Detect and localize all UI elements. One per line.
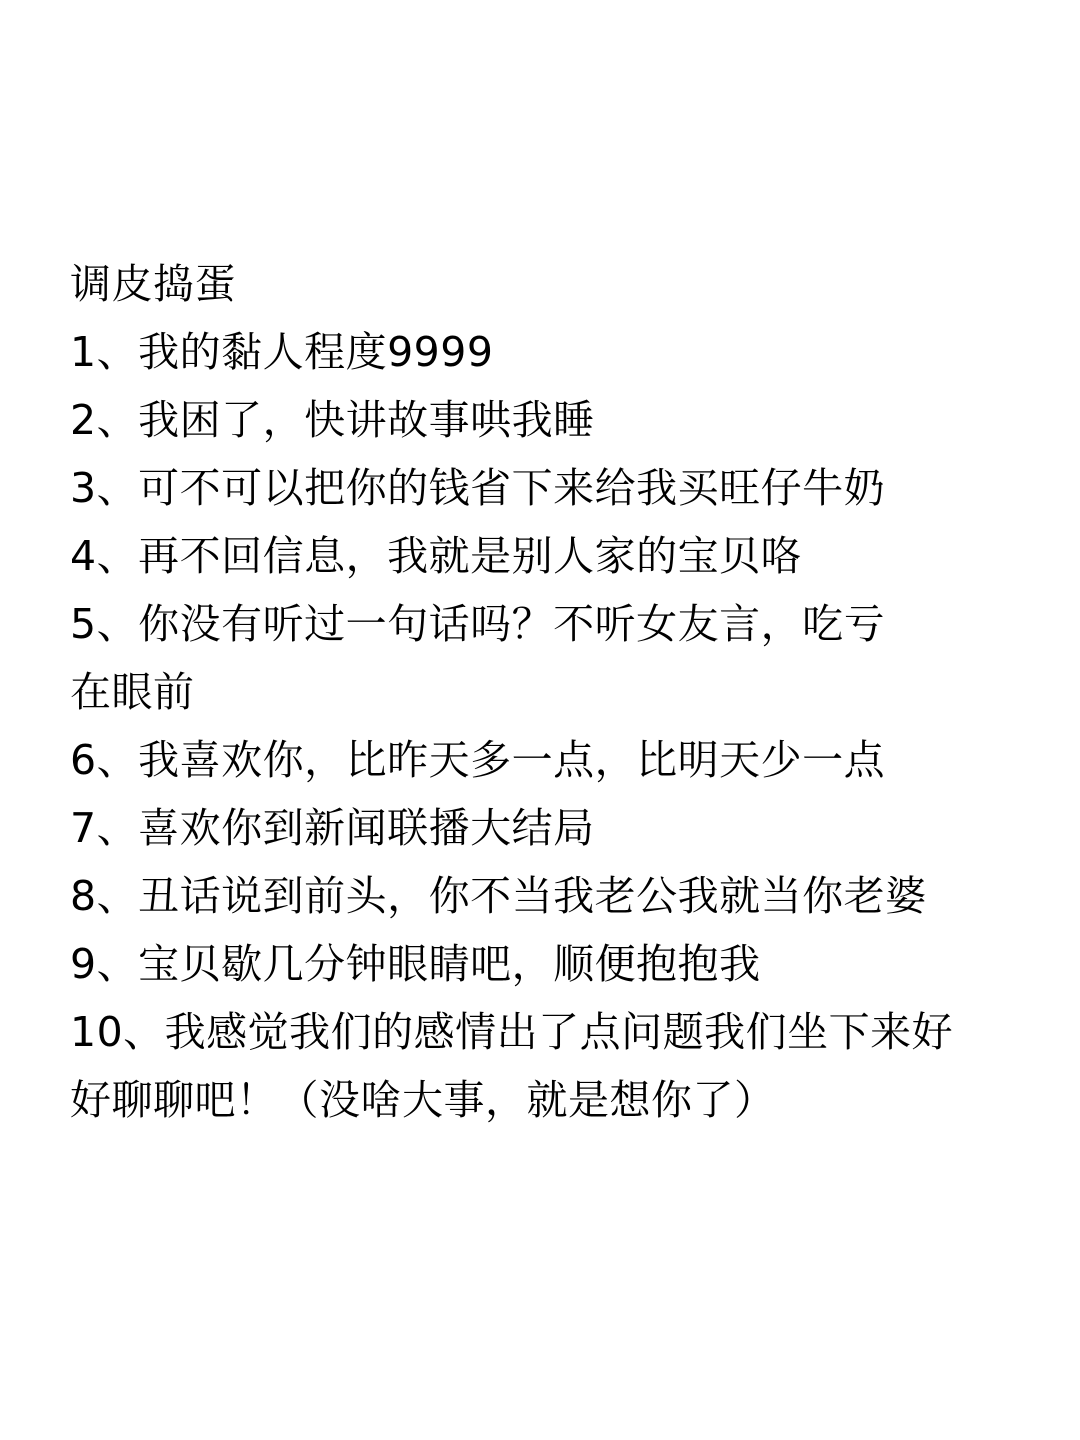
list-item: 4、再不回信息，我就是别人家的宝贝咯 [70, 532, 803, 580]
list-item-continuation: 在眼前 [70, 668, 195, 716]
list-item: 8、丑话说到前头，你不当我老公我就当你老婆 [70, 872, 927, 920]
note-title: 调皮捣蛋 [70, 260, 236, 308]
list-item: 3、可不可以把你的钱省下来给我买旺仔牛奶 [70, 464, 886, 512]
list-item: 10、我感觉我们的感情出了点问题我们坐下来好 [70, 1008, 954, 1056]
list-item: 5、你没有听过一句话吗？不听女友言，吃亏 [70, 600, 886, 648]
note-body [70, 250, 1030, 1134]
list-item: 1、我的黏人程度9999 [70, 328, 494, 376]
list-item: 9、宝贝歇几分钟眼睛吧，顺便抱抱我 [70, 940, 761, 988]
list-item: 7、喜欢你到新闻联播大结局 [70, 804, 595, 852]
list-item: 2、我困了，快讲故事哄我睡 [70, 396, 595, 444]
list-item: 6、我喜欢你，比昨天多一点，比明天少一点 [70, 736, 886, 784]
list-item-continuation: 好聊聊吧！（没啥大事，就是想你了） [70, 1076, 776, 1124]
